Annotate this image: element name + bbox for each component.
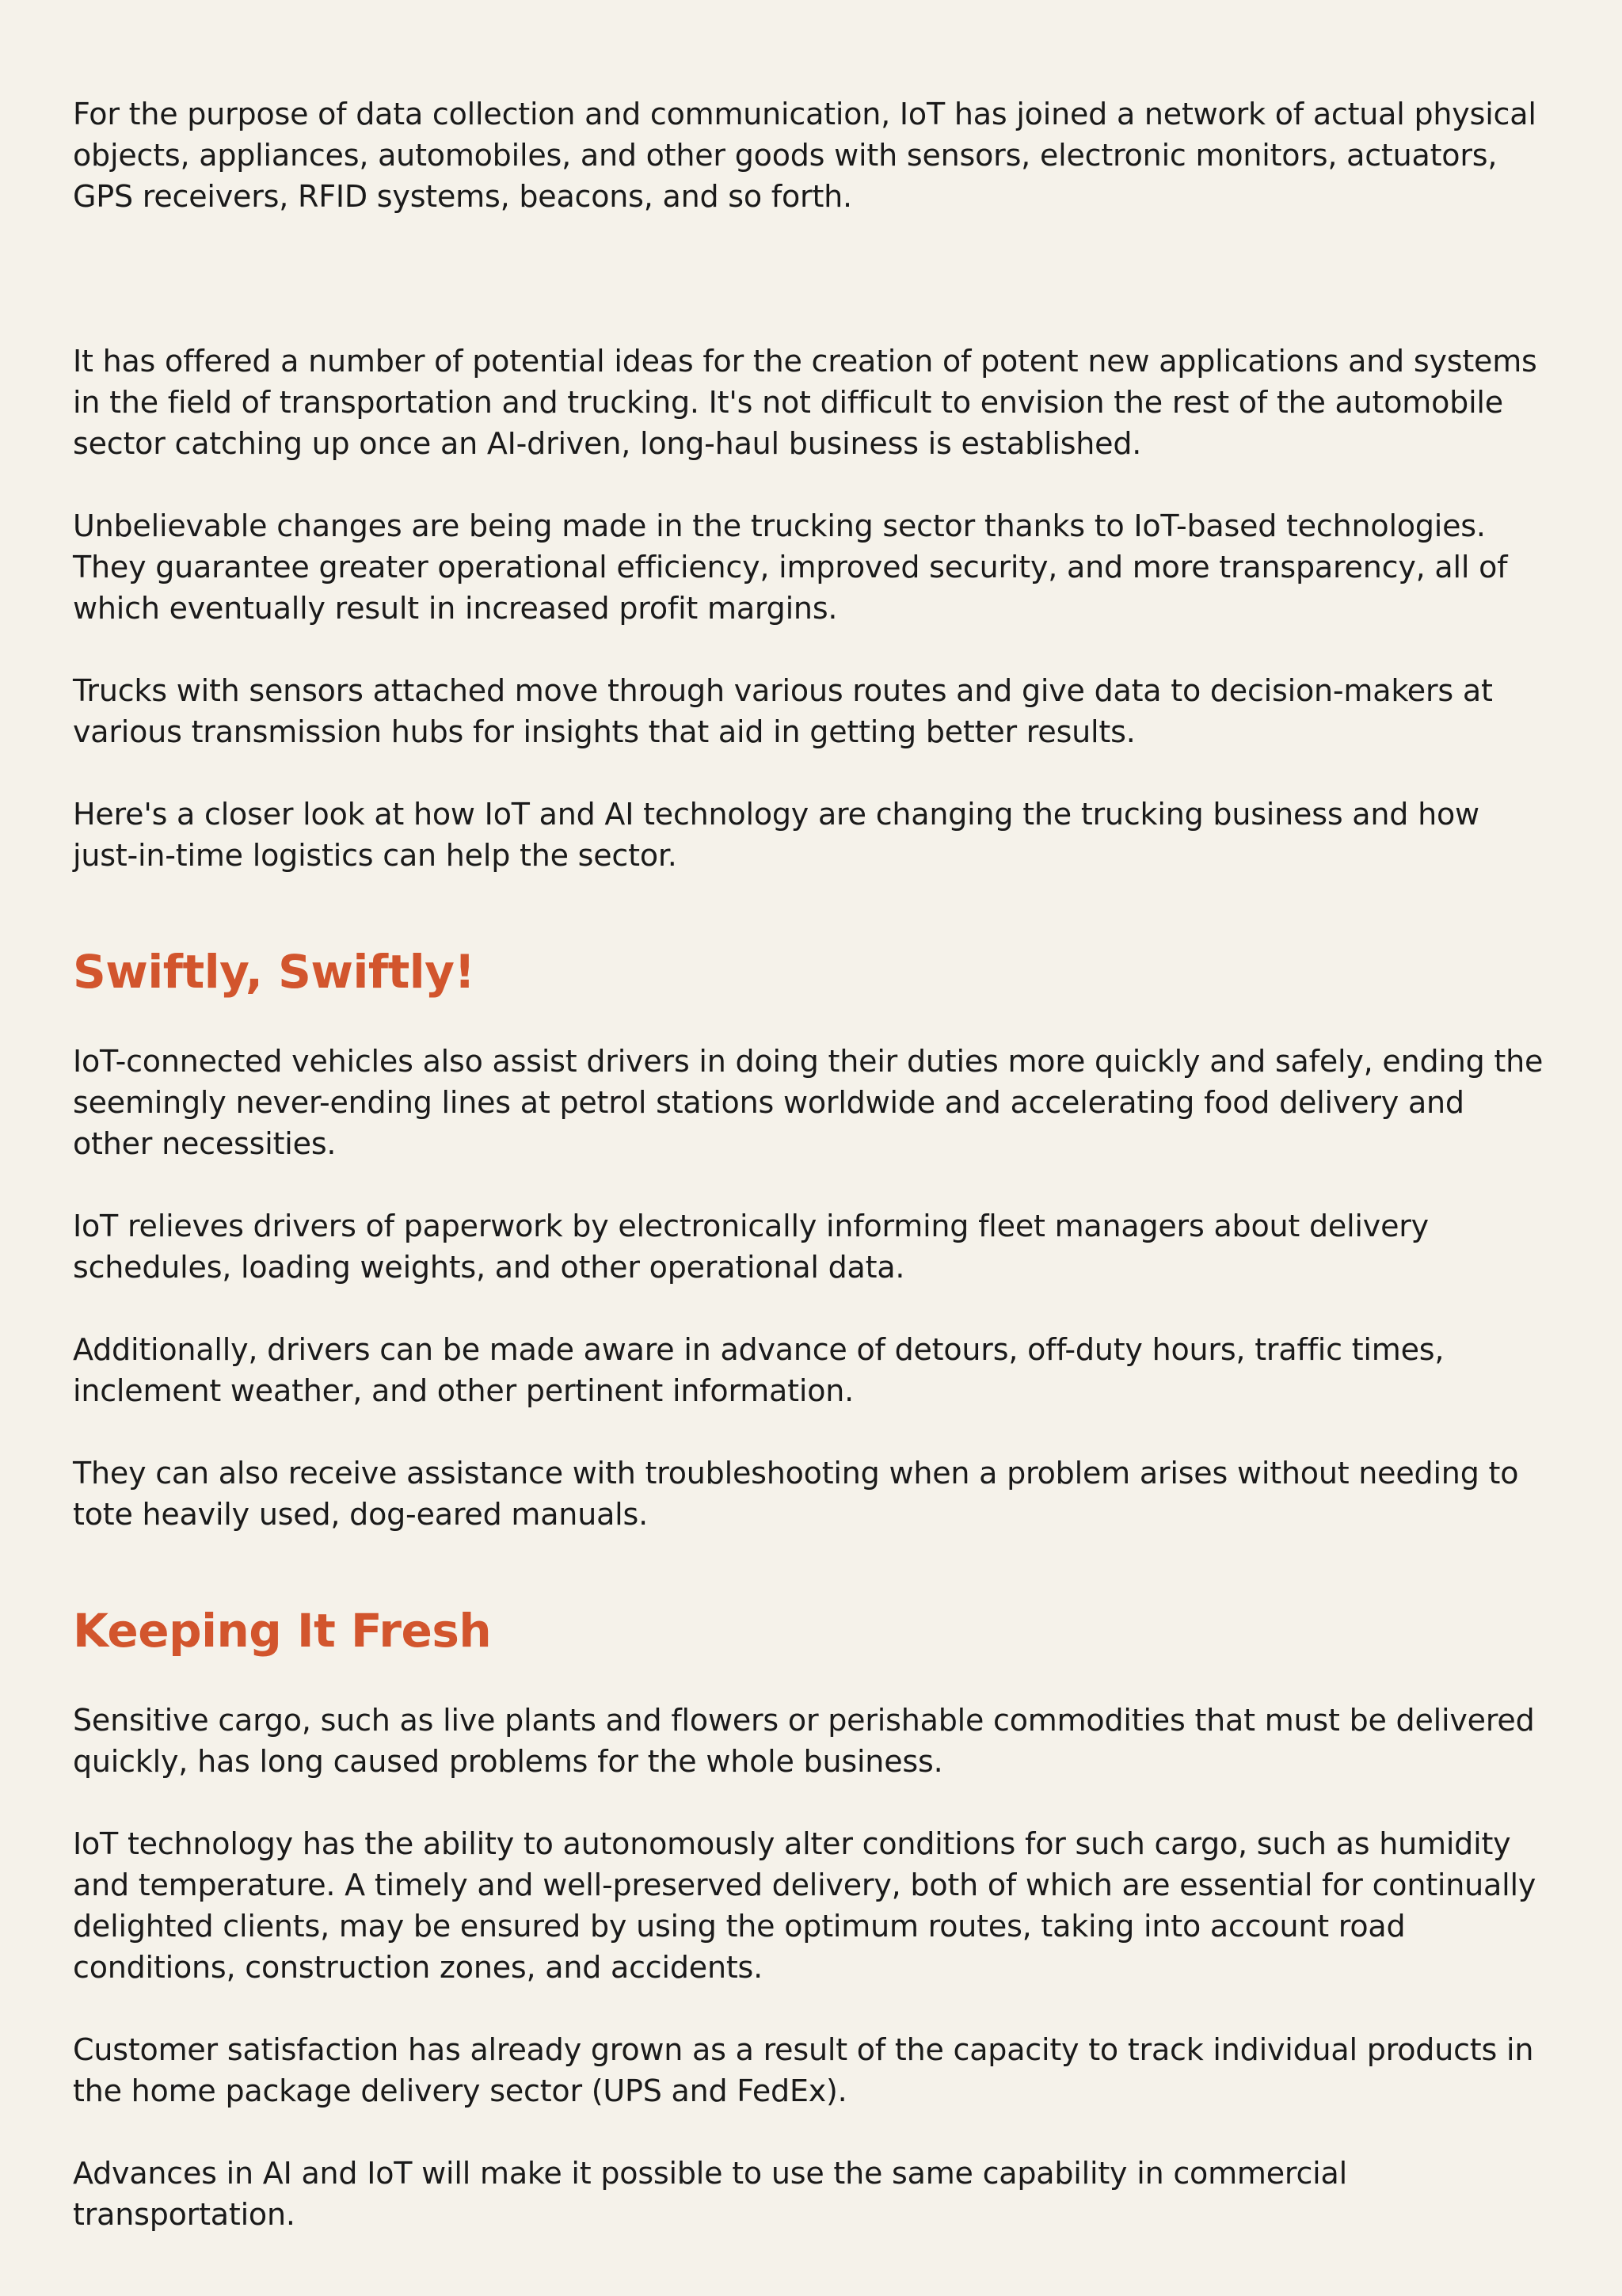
fresh-paragraph-1: Sensitive cargo, such as live plants and flowers or perishable commodities that must be delivered quickly, has long caused problems for the whole business. bbox=[73, 1703, 1535, 1779]
swiftly-paragraph-3: Additionally, drivers can be made aware in advance of detours, off-duty hours, traffic times, inclement weather, and other pertinent information. bbox=[73, 1332, 1445, 1408]
swiftly-paragraph-1: IoT-connected vehicles also assist drivers in doing their duties more quickly and safely, ending the seemingly never-ending lines at petrol stations worldwide and accelerating food delivery and other necessities. bbox=[73, 1044, 1544, 1161]
intro-paragraph-1: For the purpose of data collection and communication, IoT has joined a network of actual physical objects, appliances, automobiles, and other goods with sensors, electronic monitors, actuators, GPS receivers, RFID systems, beacons, and so forth. bbox=[73, 97, 1536, 214]
swiftly-paragraph-4: They can also receive assistance with troubleshooting when a problem arises without needing to tote heavily used, dog-eared manuals. bbox=[73, 1456, 1519, 1532]
intro-paragraph-5: Here's a closer look at how IoT and AI technology are changing the trucking business and how just-in-time logistics can help the sector. bbox=[73, 797, 1479, 873]
section-heading-keeping-fresh: Keeping It Fresh bbox=[73, 1604, 492, 1658]
fresh-paragraph-2: IoT technology has the ability to autonomously alter conditions for such cargo, such as humidity and temperature. A timely and well-preserved delivery, both of which are essential for continually delighted clients, may be ensured by using the optimum routes, taking into account road conditions, construction zones, and accidents. bbox=[73, 1826, 1536, 1985]
fresh-paragraph-3: Customer satisfaction has already grown as a result of the capacity to track individual products in the home package delivery sector (UPS and FedEx). bbox=[73, 2032, 1534, 2108]
section-heading-swiftly: Swiftly, Swiftly! bbox=[73, 945, 475, 999]
swiftly-paragraph-2: IoT relieves drivers of paperwork by electronically informing fleet managers about delivery schedules, loading weights, and other operational data. bbox=[73, 1209, 1429, 1285]
fresh-paragraph-4: Advances in AI and IoT will make it possible to use the same capability in commercial transportation. bbox=[73, 2156, 1347, 2232]
intro-paragraph-4: Trucks with sensors attached move through various routes and give data to decision-makers at various transmission hubs for insights that aid in getting better results. bbox=[73, 673, 1493, 749]
intro-paragraph-3: Unbelievable changes are being made in the trucking sector thanks to IoT-based technologies. They guarantee greater operational efficiency, improved security, and more transparency, all of which eventually result in increased profit margins. bbox=[73, 508, 1508, 626]
intro-paragraph-2: It has offered a number of potential ideas for the creation of potent new applications and systems in the field of transportation and trucking. It's not difficult to envision the rest of the automobile sector catching up once an AI-driven, long-haul business is established. bbox=[73, 344, 1537, 461]
